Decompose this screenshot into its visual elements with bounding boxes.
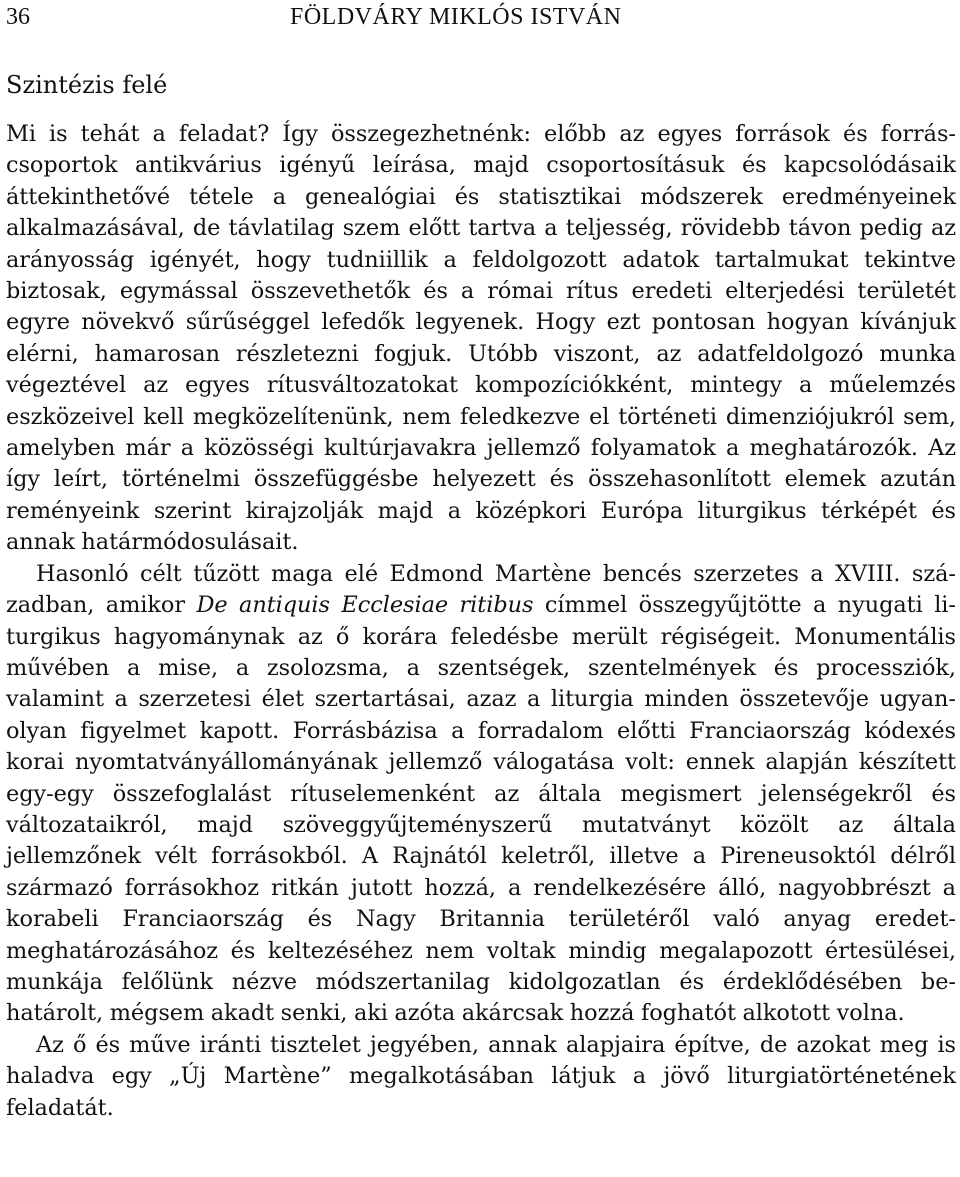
section-heading: Szintézis felé <box>6 71 168 99</box>
page-number: 36 <box>6 4 30 30</box>
paragraph-2-text-before: Hasonló célt tűzött maga elé Edmond Martène bencés szerzetes a XVIII. században, amikor <box>6 560 956 619</box>
paragraph-2 <box>6 559 956 1030</box>
paragraph-1: Mi is tehát a feladat? Így összegezhetnénk: előbb az egyes források és forráscsoportok antikvárius igényű leírása, majd csoportosításuk és kapcsolódásaik áttekinthetővé tétele a genealógiai és statisztikai módszerek eredményeinek alkalmazásával, de távlatilag szem előtt tartva a teljesség, rövidebb távon pedig az arányosság igényét, hogy tudniillik a feldolgozott adatok tartalmukat tekintve biztosak, egymással összevethetők és a római rítus eredeti elterjedési területét egyre növekvő sűrűséggel lefedők legyenek. Hogy ezt pontosan hogyan kívánjuk elérni, hamarosan részletezni fogjuk. Utóbb viszont, az adatfeldolgozó munka végeztével az egyes rítusváltozatokat kompozíciókként, mintegy a műelemzés eszközeivel kell megközelítenünk, nem feledkezve el történeti dimenziójukról sem, amelyben már a közösségi kultúrjavakra jellemző folyamatok a meghatározók. Az így leírt, történelmi összefüggésbe helyezett és összehasonlított elemek azután reményeink szerint kirajzolják majd a középkori Európa liturgikus térképét és annak határmódosulásait. <box>6 121 956 556</box>
paragraph-2-text-after: címmel összegyűjtötte a nyugati liturgikus hagyománynak az ő korára feledésbe merült régiségeit. Monumentális művében a mise, a zsolozsma, a szentségek, szentelmények és processziók, valamint a szerzetesi élet szertartásai, azaz a liturgia minden összetevője ugyanolyan figyelmet kapott. Forrásbázisa a forradalom előtti Franciaország kódexés korai nyomtatványállományának jellemző válogatása volt: ennek alapján készített egy-egy összefoglalást rítuselemenként az általa megismert jelenségekről és változataikról, majd szöveggyűjteményszerű mutatványt közölt az általa jellemzőnek vélt forrásokból. A Rajnától keletről, illetve a Pireneusoktól délről származó forrásokhoz ritkán jutott hozzá, a rendelkezésére álló, nagyobbrészt a korabeli Franciaország és Nagy Britannia területéről való anyag eredetmeghatározásához és keltezéséhez nem voltak mindig megalapozott értesülései, munkája felőlünk nézve módszertanilag kidolgozatlan és érdeklődésében behatárolt, mégsem akadt senki, aki azóta akárcsak hozzá foghatót alkotott volna. <box>6 592 956 1027</box>
running-title: FÖLDVÁRY MIKLÓS ISTVÁN <box>290 4 622 30</box>
book-page <box>6 0 956 1124</box>
paragraph-3: Az ő és műve iránti tisztelet jegyében, annak alapjaira építve, de azokat meg is haladva egy „Új Martène” megalkotásában látjuk a jövő liturgiatörténetének feladatát. <box>6 1031 956 1121</box>
book-title-italic: De antiquis Ecclesiae ritibus <box>196 592 534 619</box>
running-head <box>6 0 956 44</box>
